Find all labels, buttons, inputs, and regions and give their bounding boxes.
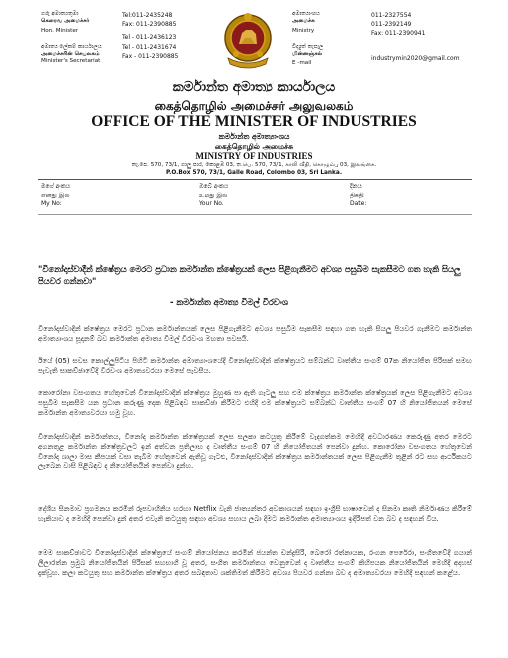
minister-label-en: Hon. Minister (41, 28, 79, 35)
secretariat-label-en: Minister's Secretariat (41, 58, 101, 65)
my-no-field (41, 183, 70, 209)
minister-label-block (41, 11, 89, 36)
your-no-ta: உமது இல (199, 191, 228, 199)
date-en: Date: (350, 200, 367, 207)
tel-2: Tel - 011-2436123 (122, 34, 177, 42)
left-phone-block (122, 11, 178, 61)
phone-2: 011-2392149 (371, 21, 412, 29)
ministry-label-en: Ministry (292, 28, 315, 35)
your-no-field (199, 183, 228, 209)
ministry-label-block (292, 11, 320, 36)
address-en: P.O.Box 570, 73/1, Galle Road, Colombo 03, Sri Lanka. (165, 170, 343, 176)
right-phone-block (371, 11, 425, 39)
body-paragraph-3: කොරෝනා වසංගතය හේතුවෙන් විනෝදාස්වාදීන් ක්ෂේත්‍රය මුහුණ පා ඇති ගැටලු සහ එම ක්ෂේත්‍රය කර්මාන්ත ක්ෂේත්‍රයක් ලෙස පිළිගැනීමට අවශ්‍ය පසුබිම සැකසීම යන ප්‍රධාන කරුණු දෙක පිළිබඳව සාකච්ඡා කිරීමට එහිදී එම ක්ෂේත්‍රයට සම්බන්ධ වෘත්තීය සංගම් 07 හි නියෝජිතයන් මෙසේ කර්මාන්ත අමාත්‍යවරයා හමු වූහ. (38, 388, 472, 417)
ministry-title-en: MINISTRY OF INDUSTRIES (195, 151, 313, 161)
email-address[interactable] (371, 54, 460, 63)
ministry-title-ta: கைத்தொழில் அமைச்சு (214, 142, 294, 151)
email-value[interactable]: industrymin2020@gmail.com (371, 55, 460, 62)
quote-attribution: - කර්මාන්ත අමාත්‍ය විමල් වීරවංශ (170, 297, 288, 307)
minister-label-si: ගරු අමාත්‍යතුමා (41, 11, 79, 17)
header-divider (38, 179, 472, 180)
tel-1: Tel:011-2435248 (122, 12, 173, 19)
fax-2: Fax - 011-2390885 (122, 52, 179, 60)
office-title-ta: கைத்தொழில் அமைச்சர் அலுவலகம் (154, 99, 354, 113)
headline-quote: "විනෝදාස්වාදීන් ක්ෂේත්‍රය මෙරට ප්‍රධාන කර්මාන්ත ක්ෂේත්‍රයක් ලෙස පිළිගැනීමට අවශ්‍ය පසුබිම සැකසීමට ගත හැකි සියලු පියවර ගන්නවා" (38, 264, 461, 286)
secretariat-label-ta: அமைச்சரின் செயலகம் (41, 51, 100, 58)
your-no-en: Your No. (199, 200, 224, 207)
my-no-ta: எனது இல (41, 191, 70, 199)
office-title-si: කර්මාන්ත අමාත්‍ය කාර්යාලය (172, 79, 336, 95)
my-no-en: My No: (41, 200, 62, 207)
email-label-si: විද්‍යුත් තැපැල (292, 44, 324, 50)
email-label-ta: மின்னஞ்சல் (292, 51, 323, 58)
address-si: තැ.පෙ. 570, 73/1, ගාලු පාර, කොළඹ 03, ත.பெ. 570, 73/1, காலி வீதி, கொழும்பு 03, இலங்கை. (131, 162, 377, 168)
body-paragraph-1: විනෝදාස්වාදීන් ක්ෂේත්‍රය මෙරට ප්‍රධාන කර්මාන්තයක් ලෙස පිළිගැනීමට අවශ්‍ය පසුබිම සැකසීම සඳහා ගත හැකි සියලු පියවර ගැනීමට කර්මාන්ත අමාත්‍යාංශය සූදානම් බව කර්මාන්ත අමාත්‍ය විමල් වීරවංශ මහතා පවසයි. (38, 324, 472, 343)
body-paragraph-5: දේශීය සිනමාව ප්‍රගමනය කරමින් රූපවාහිනිය හරහා Netflix වැනි ජාත්‍යන්තර අවකාශයන් සඳහා ඉංග්‍රීසි භාෂාවෙන් ද සිනමා කෘති නිර්මාණය කිරීමේ හැකියාව ද මෙහිදී පෙන්වා දුන් අතර එවැනි කටයුතු සඳහා අවශ්‍ය සහාය ලබා දීමට කර්මාන්ත අමාත්‍යාංශය ඉදිරිපත් වන බව ද සඳහන් විය. (38, 504, 472, 523)
body-paragraph-6: මෙම සාකච්ඡාවට විනෝදාස්වාදීන් ක්ෂේත්‍රයේ සංගම් නියෝජනය කරමින් ජයන්ත චන්ද්‍රසිරි, බෙරෝ රත්නායක, රංගන පෙරේරා, සංගීතවේදී ගයාන් ලීලාරත්න ප්‍රමුඛ නියෝජිතයින් පිරිසක් සහභාගී වූ අතර, සංගීත කර්මාන්තය වෙනුවෙන් ද වෘත්තීය සංගම් කිහිපයක නියෝජිතයින් මෙහිදී අදහස් දැක්වූහ. කලා කටයුතු සහ කර්මාන්ත ක්ෂේත්‍රය අතර සබඳතාව ශක්තිමත් කිරීමට අවශ්‍ය පියවර ගන්නා බව ද අමාත්‍යවරයා මෙහිදී සඳහන් කළේය. (38, 548, 472, 577)
body-paragraph-2: ඊයේ (05) සවස කොල්ලුපිටිය පිහිටි කර්මාන්ත අමාත්‍යාංශයේදී විනෝදාස්වාදීන් ක්ෂේත්‍රයට සම්බන්ධ වෘත්තීය සංගම් 07ක නියෝජිත පිරිසක් සමඟ පැවැති සාකච්ඡාවේදී වීරවංශ අමාත්‍යවරයා මෙසේ පැවසීය. (38, 356, 472, 375)
secretariat-label-si: අමාත්‍ය ලේකම් කාර්යාලය (41, 44, 102, 50)
date-field (350, 183, 366, 209)
sri-lanka-emblem (222, 8, 274, 76)
email-label-en: E -mail (292, 60, 312, 67)
my-no-si: මගේ අංකය (41, 183, 71, 190)
reference-divider (38, 214, 472, 215)
your-no-si: ඔබේ අංකය (199, 183, 229, 190)
date-si: දිනය (350, 183, 362, 190)
tel-3: Tel - 011-2431674 (122, 43, 177, 51)
email-label-block (292, 44, 323, 68)
phone-1: 011-2327554 (371, 12, 412, 19)
ministry-title-si: කර්මාන්ත අමාත්‍යාංශය (218, 132, 290, 141)
minister-label-ta: கௌரவ அமைச்சர் (41, 18, 90, 25)
fax-1: Fax: 011-2390885 (122, 21, 177, 29)
ministry-fax: Fax: 011-2390941 (371, 30, 426, 38)
body-paragraph-4: විනෝදාස්වාදීන් කර්මාන්තය, විනෝද කර්මාන්ත ක්ෂේත්‍රයක් ලෙස සලකා කටයුතු කිරීමේ වැදගත්කම මෙහිදී අවධාරණය කෙරුණු අතර මෙරට අගනතුළ කර්මාන්ත ක්ෂේත්‍රවලට ඉන් අත්වන ප්‍රතිලාභ ද වෘත්තීය සංගම් 07 හි නියෝජිතයන් පෙන්වා දුන්හ. කොරෝනා වසංගතය හේතුවෙන් විනෝද ශාලා මාස කීපයක් වසා තැබීම හේතුවෙන් ඇතිවූ ගැටළු, විනෝදාස්වාදීන් ක්ෂේත්‍රය කර්මාන්තයක් ලෙස පිළිගැනීම තුළින් රට සහ ආර්ථිකයට ලැබෙන වාසි පිළිබඳව ද නියෝජිතයින් පෙන්වා දුන්හ. (38, 432, 472, 471)
ministry-label-ta: அமைச்சு (292, 18, 315, 25)
ministry-label-si: අමාත්‍යාංශය (292, 11, 320, 17)
secretariat-label-block (41, 44, 102, 66)
date-ta: திகதி (350, 191, 364, 199)
office-title-en: OFFICE OF THE MINISTER OF INDUSTRIES (91, 113, 417, 130)
